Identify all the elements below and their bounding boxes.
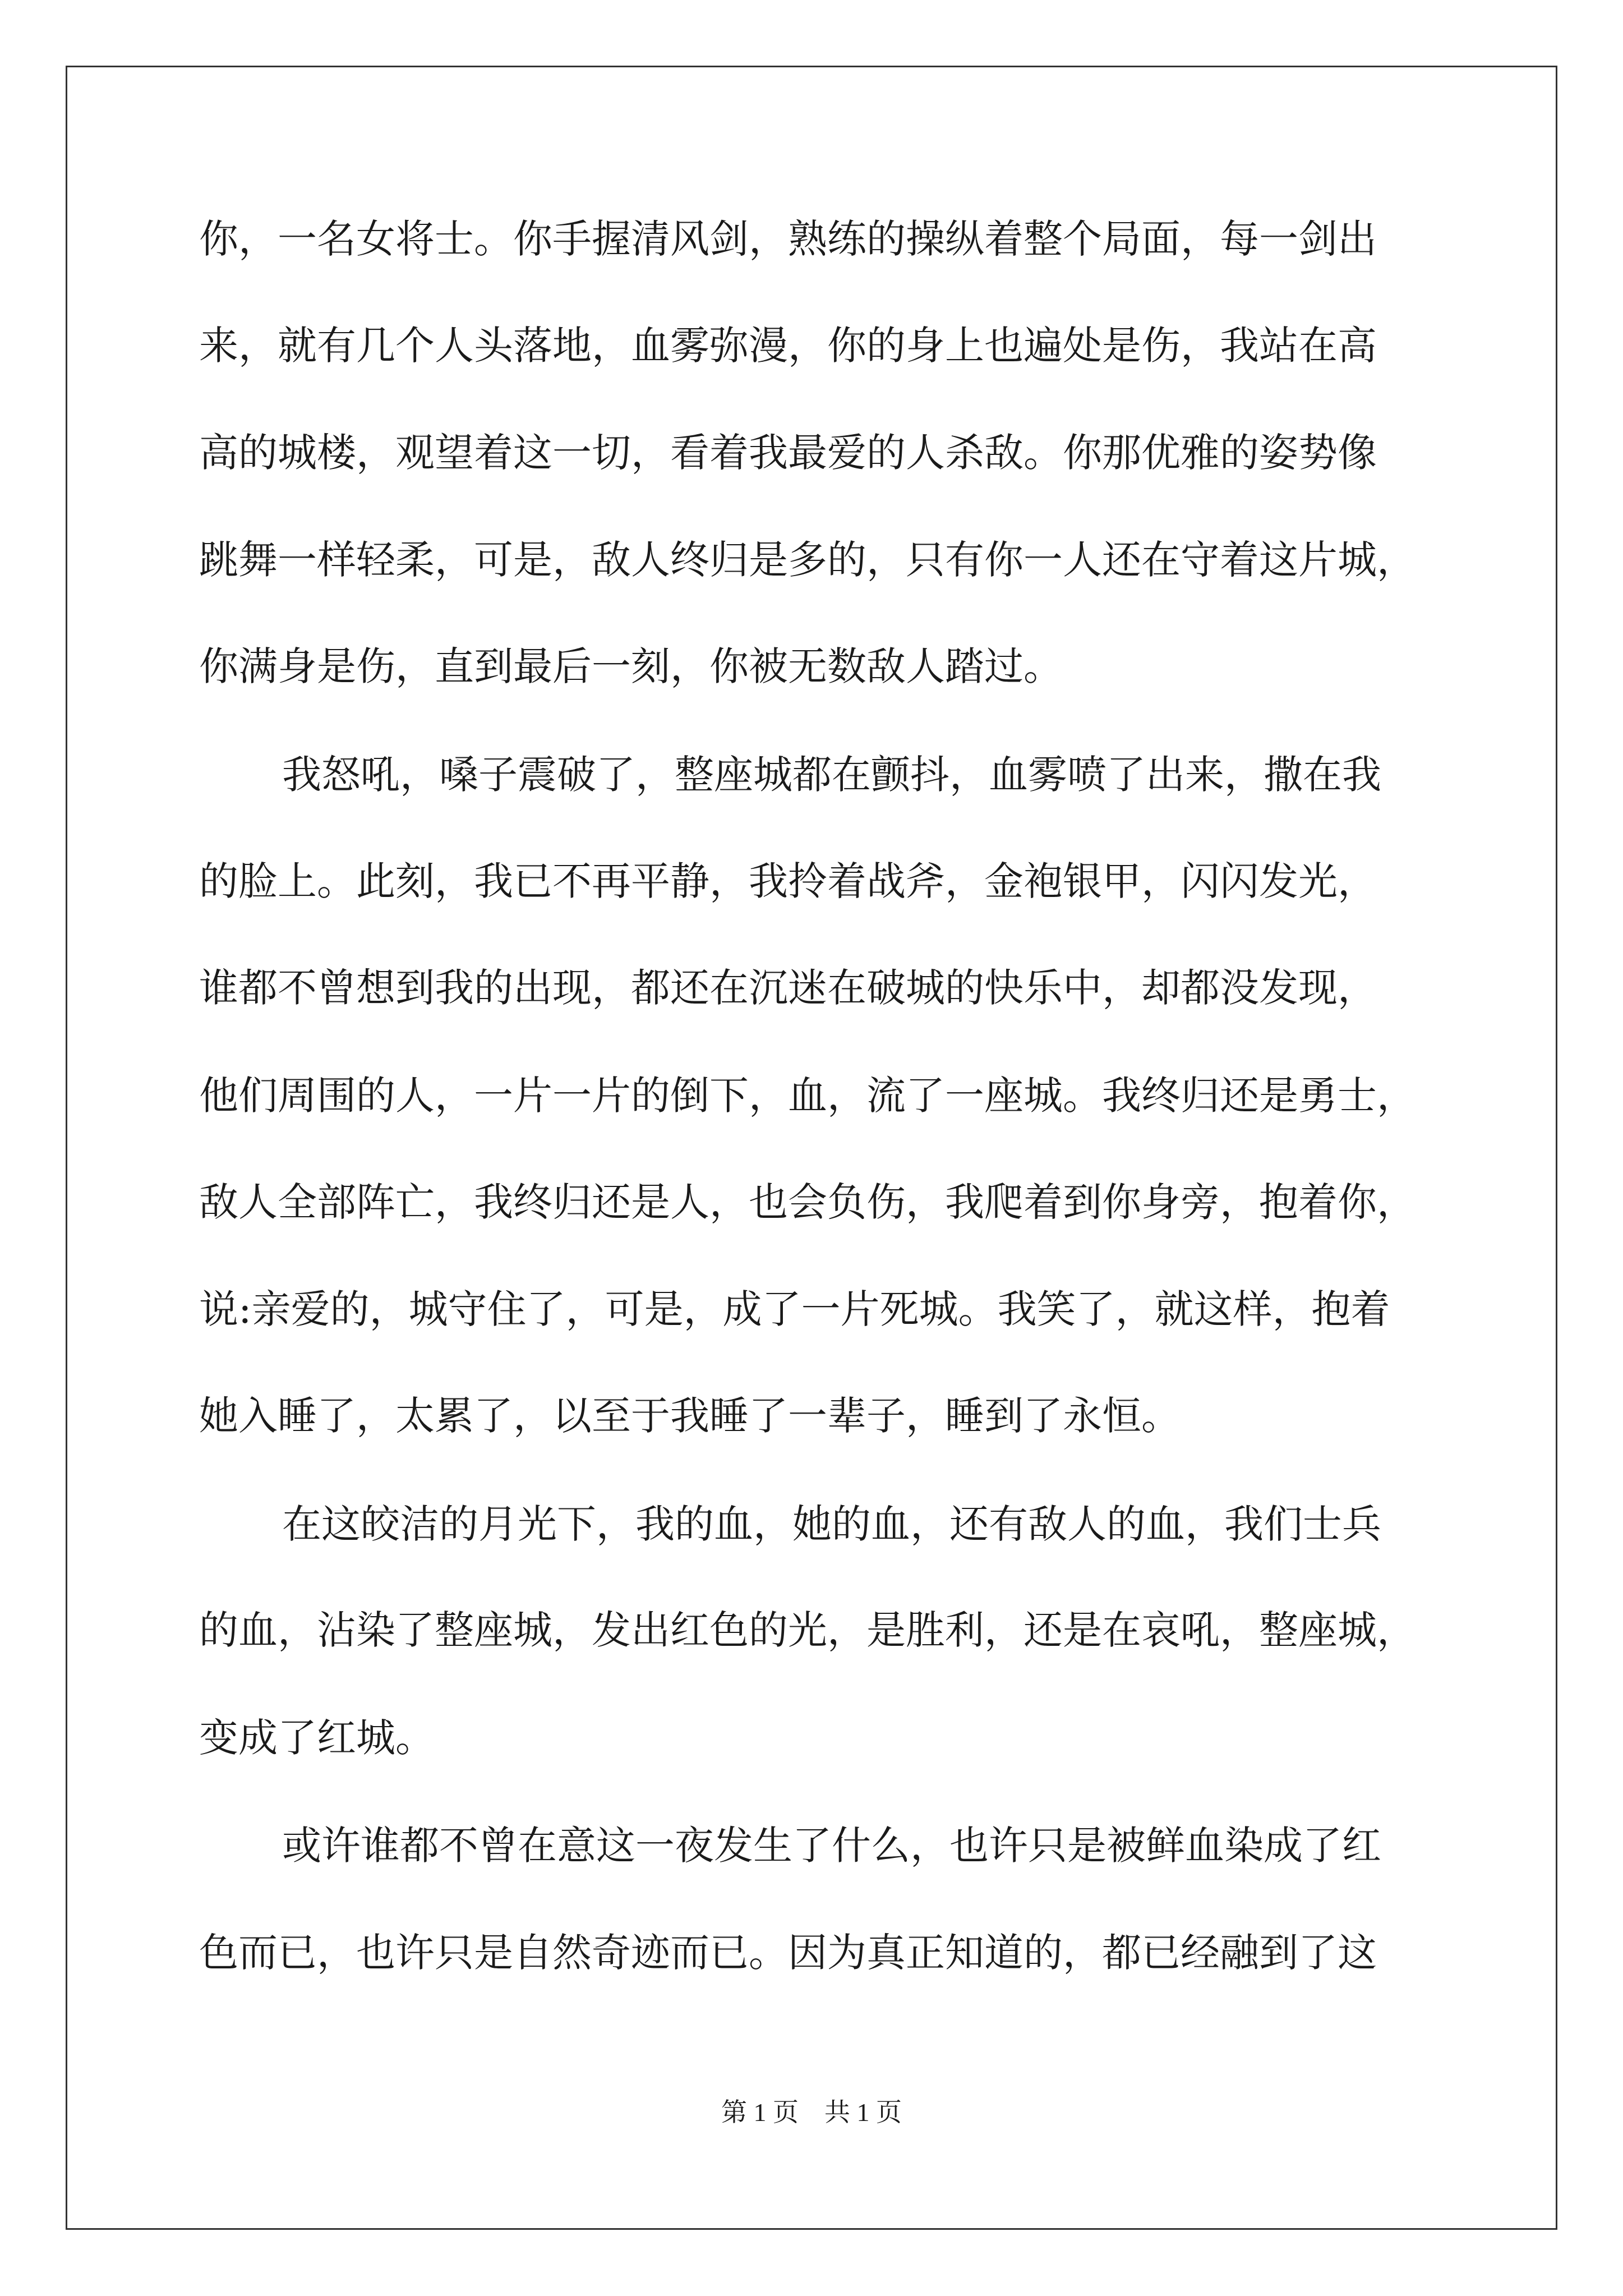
paragraph-2-line-5: 敌人全部阵亡，我终归还是人，也会负伤，我爬着到你身旁，抱着你， [199, 1179, 1416, 1225]
page-border [66, 66, 1557, 2230]
paragraph-2-line-4: 他们周围的人，一片一片的倒下，血，流了一座城。我终归还是勇士， [199, 1073, 1416, 1119]
paragraph-3-line-1: 在这皎洁的月光下，我的血，她的血，还有敌人的血，我们士兵 [282, 1501, 1381, 1547]
paragraph-1-line-5: 你满身是伤，直到最后一刻，你被无数敌人踏过。 [199, 643, 1063, 689]
paragraph-2-line-2: 的脸上。此刻，我已不再平静，我拎着战斧，金袍银甲，闪闪发光， [199, 858, 1377, 904]
paragraph-2-line-1: 我怒吼，嗓子震破了，整座城都在颤抖，血雾喷了出来，撒在我 [282, 752, 1381, 798]
paragraph-1-line-2: 来，就有几个人头落地，血雾弥漫，你的身上也遍处是伤，我站在高 [199, 323, 1377, 369]
paragraph-2-line-6: 说:亲爱的，城守住了，可是，成了一片死城。我笑了，就这样，抱着 [199, 1286, 1390, 1332]
paragraph-4-line-2: 色而已，也许只是自然奇迹而已。因为真正知道的，都已经融到了这 [199, 1930, 1377, 1976]
paragraph-1-line-3: 高的城楼，观望着这一切，看着我最爱的人杀敌。你那优雅的姿势像 [199, 430, 1377, 476]
paragraph-1-line-4: 跳舞一样轻柔，可是，敌人终归是多的，只有你一人还在守着这片城， [199, 537, 1416, 583]
paragraph-2-line-3: 谁都不曾想到我的出现，都还在沉迷在破城的快乐中，却都没发现， [199, 965, 1377, 1011]
paragraph-3-line-2: 的血，沾染了整座城，发出红色的光，是胜利，还是在哀吼，整座城， [199, 1607, 1416, 1653]
page-number-footer: 第 1 页 共 1 页 [721, 2098, 902, 2127]
paragraph-3-line-3: 变成了红城。 [199, 1715, 435, 1761]
paragraph-1-line-1: 你，一名女将士。你手握清风剑，熟练的操纵着整个局面，每一剑出 [199, 216, 1377, 262]
paragraph-2-line-7: 她入睡了，太累了，以至于我睡了一辈子，睡到了永恒。 [199, 1393, 1181, 1439]
paragraph-4-line-1: 或许谁都不曾在意这一夜发生了什么，也许只是被鲜血染成了红 [282, 1823, 1381, 1869]
